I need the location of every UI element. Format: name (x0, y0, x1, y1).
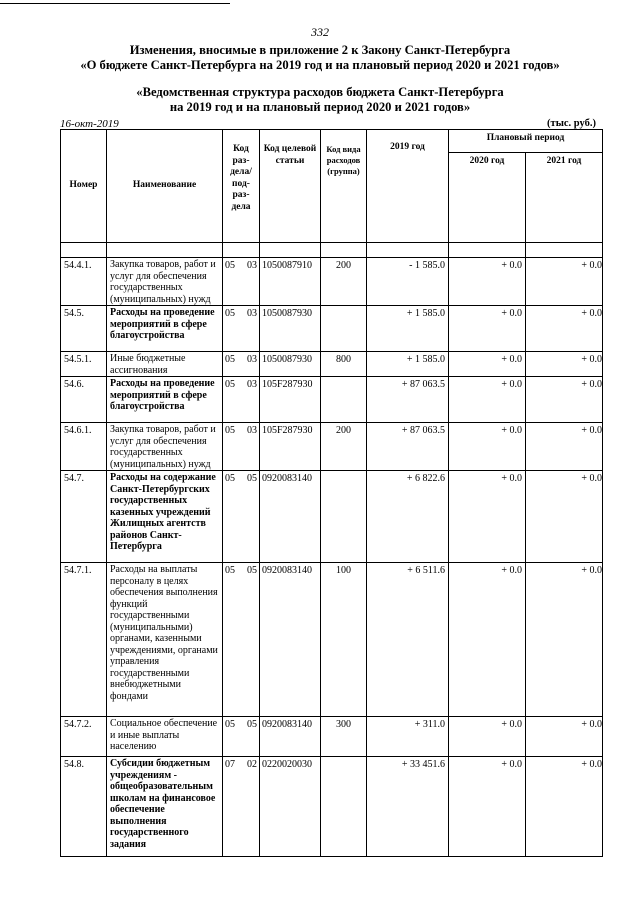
row-name: Иные бюджетные ассигнования (107, 352, 223, 377)
row-target-code: 105F287930 (260, 423, 321, 471)
row-expense-type: 300 (321, 717, 367, 757)
row-name: Расходы на содержание Санкт-Петербургских государственных казенных учреждений Жилищных агентств районов Санкт-Петербурга (107, 471, 223, 563)
document-title (0, 43, 640, 73)
row-value-2020: + 0.0 (449, 471, 526, 563)
row-number: 54.8. (61, 757, 107, 857)
row-number: 54.6.1. (61, 423, 107, 471)
row-number: 54.5. (61, 306, 107, 352)
row-podrazdel: 02 (242, 757, 260, 857)
row-number: 54.7.1. (61, 563, 107, 717)
header-name: Наименование (107, 130, 223, 243)
row-value-2021: + 0.0 (526, 377, 603, 423)
row-value-2021: + 0.0 (526, 352, 603, 377)
budget-table (60, 129, 603, 857)
row-value-2019: + 87 063.5 (367, 377, 449, 423)
row-razdel: 05 (223, 717, 242, 757)
title-line-2: «О бюджете Санкт-Петербурга на 2019 год и на плановый период 2020 и 2021 годов» (80, 58, 560, 72)
row-razdel: 05 (223, 352, 242, 377)
row-expense-type: 200 (321, 423, 367, 471)
row-podrazdel: 05 (242, 471, 260, 563)
row-expense-type: 100 (321, 563, 367, 717)
row-value-2021: + 0.0 (526, 423, 603, 471)
document-date: 16-окт-2019 (60, 118, 119, 130)
row-value-2019: + 6 822.6 (367, 471, 449, 563)
row-number: 54.6. (61, 377, 107, 423)
row-number: 54.5.1. (61, 352, 107, 377)
row-podrazdel: 05 (242, 563, 260, 717)
row-expense-type (321, 377, 367, 423)
table-body (61, 258, 603, 857)
subtitle-line-2: на 2019 год и на плановый период 2020 и 2021 годов» (169, 100, 471, 114)
row-number: 54.7. (61, 471, 107, 563)
header-2020: 2020 год (449, 153, 526, 243)
row-value-2020: + 0.0 (449, 258, 526, 306)
row-name: Закупка товаров, работ и услуг для обеспечения государственных (муниципальных) нужд (107, 423, 223, 471)
row-podrazdel: 03 (242, 377, 260, 423)
row-value-2021: + 0.0 (526, 757, 603, 857)
header-2021: 2021 год (526, 153, 603, 243)
row-podrazdel: 03 (242, 306, 260, 352)
row-podrazdel: 03 (242, 258, 260, 306)
row-expense-type (321, 306, 367, 352)
row-expense-type (321, 471, 367, 563)
row-name: Субсидии бюджетным учреждениям - общеобразовательным школам на финансовое обеспечение выполнения государственного задания (107, 757, 223, 857)
header-2019: 2019 год (367, 130, 449, 243)
header-vr: Код вида расходов (группа) (321, 130, 367, 243)
row-number: 54.7.2. (61, 717, 107, 757)
row-target-code: 1050087930 (260, 352, 321, 377)
row-value-2020: + 0.0 (449, 352, 526, 377)
row-podrazdel: 03 (242, 352, 260, 377)
row-number: 54.4.1. (61, 258, 107, 306)
row-expense-type (321, 757, 367, 857)
header-razdel: Код раз- дела/ под- раз- дела (223, 130, 260, 243)
row-target-code: 0920083140 (260, 563, 321, 717)
table-row (61, 757, 603, 857)
row-value-2020: + 0.0 (449, 423, 526, 471)
row-value-2020: + 0.0 (449, 306, 526, 352)
row-value-2019: + 1 585.0 (367, 306, 449, 352)
header-csr: Код целевой статьи (260, 130, 321, 243)
row-value-2021: + 0.0 (526, 306, 603, 352)
row-razdel: 05 (223, 306, 242, 352)
row-razdel: 05 (223, 563, 242, 717)
row-target-code: 0920083140 (260, 717, 321, 757)
subtitle-line-1: «Ведомственная структура расходов бюджета Санкт-Петербурга (136, 85, 504, 99)
row-value-2019: + 311.0 (367, 717, 449, 757)
document-subtitle (0, 85, 640, 115)
title-line-1: Изменения, вносимые в приложение 2 к Закону Санкт-Петербурга (129, 43, 511, 57)
row-name: Расходы на проведение мероприятий в сфере благоустройства (107, 377, 223, 423)
top-rule (0, 3, 230, 4)
row-target-code: 1050087930 (260, 306, 321, 352)
table-row (61, 377, 603, 423)
table-row (61, 258, 603, 306)
row-value-2020: + 0.0 (449, 563, 526, 717)
row-razdel: 05 (223, 377, 242, 423)
row-razdel: 05 (223, 471, 242, 563)
row-value-2020: + 0.0 (449, 717, 526, 757)
row-target-code: 1050087910 (260, 258, 321, 306)
row-razdel: 05 (223, 258, 242, 306)
row-expense-type: 200 (321, 258, 367, 306)
row-name: Расходы на выплаты персоналу в целях обеспечения выполнения функций государственными (муниципальными) органами, казенными учреждениями, органами управления государственными внебюджетными фондами (107, 563, 223, 717)
row-target-code: 0920083140 (260, 471, 321, 563)
row-name: Расходы на проведение мероприятий в сфере благоустройства (107, 306, 223, 352)
row-name: Социальное обеспечение и иные выплаты населению (107, 717, 223, 757)
row-podrazdel: 03 (242, 423, 260, 471)
table-row (61, 563, 603, 717)
table-row (61, 352, 603, 377)
units-label: (тыс. руб.) (547, 118, 596, 129)
table-row (61, 471, 603, 563)
table-row (61, 423, 603, 471)
row-value-2019: + 87 063.5 (367, 423, 449, 471)
row-value-2019: - 1 585.0 (367, 258, 449, 306)
row-name: Закупка товаров, работ и услуг для обеспечения государственных (муниципальных) нужд (107, 258, 223, 306)
row-razdel: 07 (223, 757, 242, 857)
row-value-2021: + 0.0 (526, 563, 603, 717)
row-razdel: 05 (223, 423, 242, 471)
row-value-2019: + 33 451.6 (367, 757, 449, 857)
table-row (61, 717, 603, 757)
header-spacer-row (61, 243, 603, 258)
row-expense-type: 800 (321, 352, 367, 377)
row-value-2019: + 6 511.6 (367, 563, 449, 717)
table-row (61, 306, 603, 352)
row-value-2020: + 0.0 (449, 757, 526, 857)
row-value-2021: + 0.0 (526, 471, 603, 563)
row-value-2020: + 0.0 (449, 377, 526, 423)
row-target-code: 0220020030 (260, 757, 321, 857)
row-value-2019: + 1 585.0 (367, 352, 449, 377)
header-number: Номер (61, 130, 107, 243)
row-podrazdel: 05 (242, 717, 260, 757)
page-number: 332 (311, 25, 329, 39)
row-target-code: 105F287930 (260, 377, 321, 423)
row-value-2021: + 0.0 (526, 717, 603, 757)
header-planned-period: Плановый период (449, 130, 603, 153)
row-value-2021: + 0.0 (526, 258, 603, 306)
